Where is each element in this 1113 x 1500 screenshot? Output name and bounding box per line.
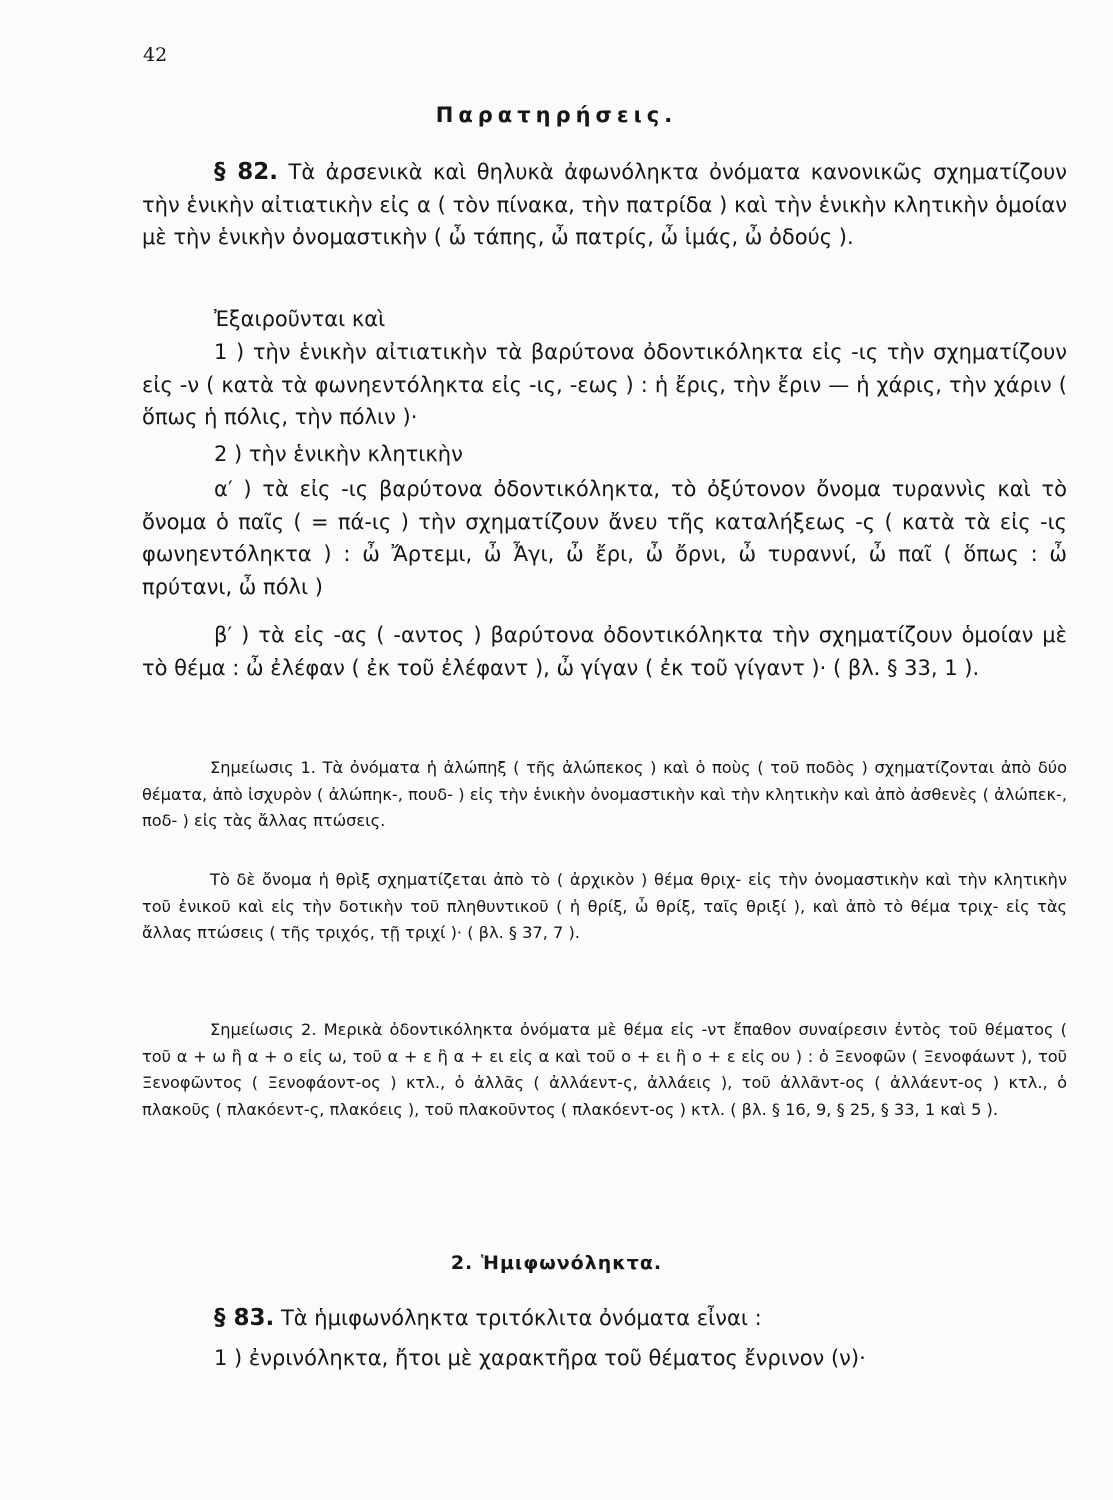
page-number: 42 <box>143 44 168 66</box>
section-82-text: Τὰ ἀρσενικὰ καὶ θηλυκὰ ἀφωνόληκτα ὀνόματα κανονικῶς σχηματίζουν τὴν ἑνικὴν αἰτιατικὴν εἰς α ( τὸν πίνακα, τὴν πατρίδα ) καὶ τὴν ἑνικὴν κλητικὴν ὁμοίαν μὲ τὴν ἑνικὴν ὀνομαστικὴν ( ὦ τάπης, ὦ πατρίς, ὦ ἱμάς, ὦ ὀδούς ). <box>142 160 1067 250</box>
heading-observations: Παρατηρήσεις. <box>435 103 678 127</box>
exceptions-intro: Ἐξαιροῦνται καὶ <box>214 307 386 331</box>
exception-2: 2 ) τὴν ἑνικὴν κλητικὴν <box>214 442 463 466</box>
heading-section-2: 2. Ἡμιφωνόληκτα. <box>450 1252 663 1274</box>
exception-2b: β′ ) τὰ εἰς -ας ( -αντος ) βαρύτονα ὀδοντικόληκτα τὴν σχηματίζουν ὁμοίαν μὲ τὸ θέμα : ὦ ἐλέφαν ( ἐκ τοῦ ἐλέφαντ ), ὦ γίγαν ( ἐκ τοῦ γίγαντ )· ( βλ. § 33, 1 ). <box>142 623 1067 680</box>
note-2: Σημείωσις 2. Μερικὰ ὀδοντικόληκτα ὀνόματα μὲ θέμα εἰς -ντ ἔπαθον συναίρεσιν ἐντὸς τοῦ θέματος ( τοῦ α + ω ἢ α + ο εἰς ω, τοῦ α + ε ἢ α + ει εἰς α καὶ τοῦ ο + ει ἢ ο + ε εἰς ου ) : ὁ Ξενοφῶν ( Ξενοφάωντ ), τοῦ Ξενοφῶντος ( Ξενοφάοντ-ος ) κτλ., ὁ ἀλλᾶς ( ἀλλάεντ-ς, ἀλλάεις ), τοῦ ἀλλᾶντ-ος ( ἀλλάεντ-ος ) κτλ., ὁ πλακοῦς ( πλακόεντ-ς, πλακόεις ), τοῦ πλακοῦντος ( πλακόεντ-ος ) κτλ. ( βλ. § 16, 9, § 25, § 33, 1 καὶ 5 ). <box>142 1020 1067 1119</box>
exception-1: 1 ) τὴν ἑνικὴν αἰτιατικὴν τὰ βαρύτονα ὀδοντικόληκτα εἰς -ις τὴν σχηματίζουν εἰς -ν ( κατὰ τὰ φωνηεντόληκτα εἰς -ις, -εως ) : ἡ ἔρις, τὴν ἔριν — ἡ χάρις, τὴν χάριν ( ὅπως ἡ πόλις, τὴν πόλιν )· <box>142 340 1067 430</box>
section-83-paragraph <box>142 1302 1067 1335</box>
section-82-paragraph <box>142 156 1067 254</box>
section-83-text: Τὰ ἡμιφωνόληκτα τριτόκλιτα ὀνόματα εἶναι : <box>274 1306 762 1330</box>
section-82-number: § 82. <box>214 159 279 185</box>
note-1-continued: Τὸ δὲ ὄνομα ἡ θρὶξ σχηματίζεται ἀπὸ τὸ ( ἀρχικὸν ) θέμα θριχ- εἰς τὴν ὀνομαστικὴν καὶ τὴν κλητικὴν τοῦ ἑνικοῦ καὶ εἰς τὴν δοτικὴν τοῦ πληθυντικοῦ ( ἡ θρίξ, ὦ θρίξ, ταῖς θριξί ), καὶ ἀπὸ τὸ θέμα τριχ- εἰς τὰς ἄλλας πτώσεις ( τῆς τριχός, τῇ τριχί )· ( βλ. § 37, 7 ). <box>142 870 1067 942</box>
section-83-item-1: 1 ) ἐνρινόληκτα, ἤτοι μὲ χαρακτῆρα τοῦ θέματος ἔνρινον (ν)· <box>214 1346 866 1370</box>
section-83-number: § 83. <box>214 1305 275 1331</box>
exception-2a: α′ ) τὰ εἰς -ις βαρύτονα ὀδοντικόληκτα, τὸ ὀξύτονον ὄνομα τυραννὶς καὶ τὸ ὄνομα ὁ παῖς ( = πά-ις ) τὴν σχηματίζουν ἄνευ τῆς καταλήξεως -ς ( κατὰ τὰ εἰς -ις φωνηεντόληκτα ) : ὦ Ἄρτεμι, ὦ Ἆγι, ὦ ἔρι, ὦ ὄρνι, ὦ τυραννί, ὦ παῖ ( ὅπως : ὦ πρύτανι, ὦ πόλι ) <box>142 477 1067 599</box>
note-1: Σημείωσις 1. Τὰ ὀνόματα ἡ ἀλώπηξ ( τῆς ἀλώπεκος ) καὶ ὁ ποὺς ( τοῦ ποδὸς ) σχηματίζονται ἀπὸ δύο θέματα, ἀπὸ ἰσχυρὸν ( ἀλώπηκ-, πουδ- ) εἰς τὴν ἑνικὴν ὀνομαστικὴν καὶ τὴν κλητικὴν καὶ ἀπὸ ἀσθενὲς ( ἀλώπεκ-, ποδ- ) εἰς τὰς ἄλλας πτώσεις. <box>142 758 1067 830</box>
